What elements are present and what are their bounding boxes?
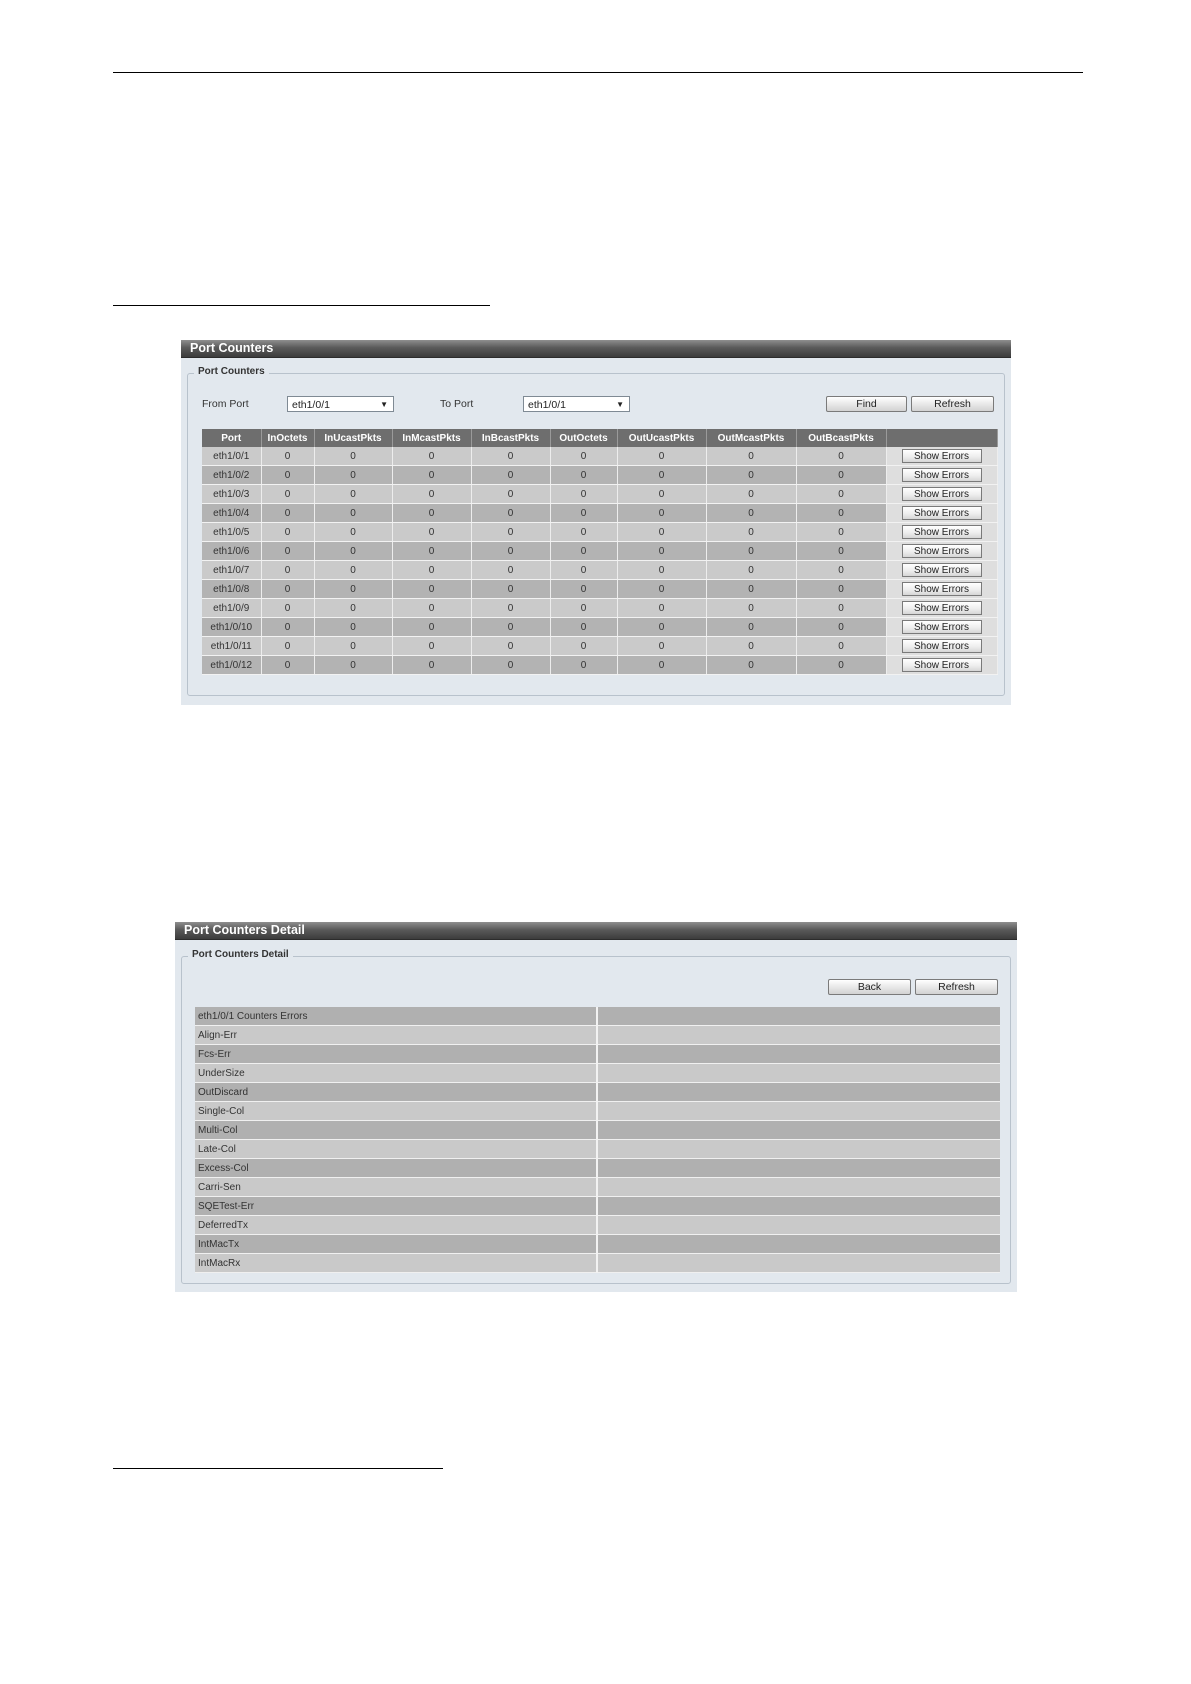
table-row (202, 542, 997, 561)
in-octets-cell: 0 (261, 580, 314, 599)
refresh-button[interactable]: Refresh (911, 396, 994, 412)
out-bcast-cell: 0 (796, 580, 886, 599)
in-octets-cell: 0 (261, 447, 314, 466)
out-bcast-cell: 0 (796, 523, 886, 542)
in-bcast-cell: 0 (471, 580, 550, 599)
detail-label-cell: Multi-Col (195, 1121, 597, 1140)
action-cell (886, 561, 997, 580)
detail-refresh-button[interactable]: Refresh (915, 979, 998, 995)
out-ucast-cell: 0 (617, 656, 706, 675)
in-ucast-cell: 0 (314, 447, 392, 466)
out-mcast-cell: 0 (706, 580, 796, 599)
detail-row (195, 1102, 1000, 1121)
in-mcast-cell: 0 (392, 485, 471, 504)
out-mcast-cell: 0 (706, 504, 796, 523)
detail-label-cell: SQETest-Err (195, 1197, 597, 1216)
detail-row (195, 1216, 1000, 1235)
detail-row (195, 1197, 1000, 1216)
out-mcast-cell: 0 (706, 466, 796, 485)
in-ucast-cell: 0 (314, 637, 392, 656)
out-bcast-cell: 0 (796, 466, 886, 485)
show-errors-button[interactable]: Show Errors (902, 525, 982, 539)
detail-value-cell (597, 1178, 1000, 1197)
out-octets-cell: 0 (550, 504, 617, 523)
port-cell: eth1/0/7 (202, 561, 261, 580)
out-octets-cell: 0 (550, 542, 617, 561)
table-header-row (202, 429, 997, 447)
column-header-action (886, 429, 997, 447)
in-octets-cell: 0 (261, 599, 314, 618)
detail-row (195, 1178, 1000, 1197)
action-cell (886, 523, 997, 542)
table-row (202, 561, 997, 580)
detail-label-cell: OutDiscard (195, 1083, 597, 1102)
out-ucast-cell: 0 (617, 504, 706, 523)
out-mcast-cell: 0 (706, 599, 796, 618)
in-octets-cell: 0 (261, 637, 314, 656)
in-octets-cell: 0 (261, 561, 314, 580)
port-cell: eth1/0/5 (202, 523, 261, 542)
detail-label-cell: Carri-Sen (195, 1178, 597, 1197)
to-port-label: To Port (440, 398, 474, 410)
chevron-down-icon: ▼ (616, 400, 624, 409)
column-header-out-ucast: OutUcastPkts (617, 429, 706, 447)
action-cell (886, 447, 997, 466)
out-ucast-cell: 0 (617, 580, 706, 599)
in-mcast-cell: 0 (392, 466, 471, 485)
section-heading-underline-2 (113, 1468, 443, 1469)
in-bcast-cell: 0 (471, 618, 550, 637)
detail-row (195, 1064, 1000, 1083)
in-bcast-cell: 0 (471, 561, 550, 580)
out-bcast-cell: 0 (796, 599, 886, 618)
in-octets-cell: 0 (261, 466, 314, 485)
action-cell (886, 542, 997, 561)
column-header-in-octets: InOctets (261, 429, 314, 447)
out-bcast-cell: 0 (796, 447, 886, 466)
page-top-rule (113, 72, 1083, 73)
out-ucast-cell: 0 (617, 637, 706, 656)
find-button[interactable]: Find (826, 396, 907, 412)
detail-row (195, 1235, 1000, 1254)
detail-value-cell (597, 1254, 1000, 1273)
out-ucast-cell: 0 (617, 618, 706, 637)
detail-value-cell (597, 1216, 1000, 1235)
in-mcast-cell: 0 (392, 542, 471, 561)
show-errors-button[interactable]: Show Errors (902, 639, 982, 653)
in-ucast-cell: 0 (314, 580, 392, 599)
out-octets-cell: 0 (550, 618, 617, 637)
in-bcast-cell: 0 (471, 542, 550, 561)
action-cell (886, 618, 997, 637)
column-header-out-mcast: OutMcastPkts (706, 429, 796, 447)
in-bcast-cell: 0 (471, 599, 550, 618)
out-mcast-cell: 0 (706, 542, 796, 561)
port-counters-detail-panel (175, 922, 1017, 1292)
detail-row (195, 1159, 1000, 1178)
section-heading-underline (113, 305, 490, 306)
detail-row (195, 1026, 1000, 1045)
out-ucast-cell: 0 (617, 523, 706, 542)
table-row (202, 599, 997, 618)
detail-value-cell (597, 1140, 1000, 1159)
port-cell: eth1/0/10 (202, 618, 261, 637)
detail-row (195, 1254, 1000, 1273)
table-row (202, 485, 997, 504)
out-mcast-cell: 0 (706, 485, 796, 504)
detail-row (195, 1007, 1000, 1026)
in-bcast-cell: 0 (471, 656, 550, 675)
detail-value-cell (597, 1102, 1000, 1121)
detail-label-cell: Excess-Col (195, 1159, 597, 1178)
detail-row (195, 1121, 1000, 1140)
column-header-in-ucast: InUcastPkts (314, 429, 392, 447)
port-counters-detail-table (195, 1007, 1000, 1273)
in-bcast-cell: 0 (471, 523, 550, 542)
column-header-out-bcast: OutBcastPkts (796, 429, 886, 447)
out-mcast-cell: 0 (706, 637, 796, 656)
detail-label-cell: IntMacRx (195, 1254, 597, 1273)
in-bcast-cell: 0 (471, 485, 550, 504)
in-octets-cell: 0 (261, 523, 314, 542)
out-ucast-cell: 0 (617, 561, 706, 580)
out-mcast-cell: 0 (706, 618, 796, 637)
in-octets-cell: 0 (261, 485, 314, 504)
in-ucast-cell: 0 (314, 523, 392, 542)
out-octets-cell: 0 (550, 656, 617, 675)
column-header-in-mcast: InMcastPkts (392, 429, 471, 447)
detail-value-cell (597, 1026, 1000, 1045)
detail-label-cell: Fcs-Err (195, 1045, 597, 1064)
detail-label-cell: IntMacTx (195, 1235, 597, 1254)
show-errors-button[interactable]: Show Errors (902, 544, 982, 558)
in-mcast-cell: 0 (392, 618, 471, 637)
out-octets-cell: 0 (550, 447, 617, 466)
out-mcast-cell: 0 (706, 561, 796, 580)
action-cell (886, 599, 997, 618)
detail-label-cell: Align-Err (195, 1026, 597, 1045)
in-ucast-cell: 0 (314, 466, 392, 485)
detail-label-cell: Late-Col (195, 1140, 597, 1159)
out-ucast-cell: 0 (617, 542, 706, 561)
port-cell: eth1/0/4 (202, 504, 261, 523)
in-mcast-cell: 0 (392, 637, 471, 656)
in-ucast-cell: 0 (314, 542, 392, 561)
in-ucast-cell: 0 (314, 504, 392, 523)
port-counters-panel (181, 340, 1011, 705)
in-octets-cell: 0 (261, 542, 314, 561)
action-cell (886, 485, 997, 504)
to-port-value: eth1/0/1 (528, 399, 566, 411)
in-octets-cell: 0 (261, 656, 314, 675)
in-bcast-cell: 0 (471, 466, 550, 485)
table-row (202, 580, 997, 599)
in-mcast-cell: 0 (392, 580, 471, 599)
out-mcast-cell: 0 (706, 656, 796, 675)
table-row (202, 447, 997, 466)
column-header-in-bcast: InBcastPkts (471, 429, 550, 447)
out-octets-cell: 0 (550, 580, 617, 599)
out-bcast-cell: 0 (796, 485, 886, 504)
port-counters-legend: Port Counters (194, 366, 269, 377)
port-cell: eth1/0/9 (202, 599, 261, 618)
port-counters-detail-title: Port Counters Detail (175, 922, 1017, 940)
in-ucast-cell: 0 (314, 656, 392, 675)
detail-value-cell (597, 1121, 1000, 1140)
in-ucast-cell: 0 (314, 561, 392, 580)
table-row (202, 618, 997, 637)
show-errors-button[interactable]: Show Errors (902, 620, 982, 634)
out-mcast-cell: 0 (706, 447, 796, 466)
in-ucast-cell: 0 (314, 599, 392, 618)
port-cell: eth1/0/1 (202, 447, 261, 466)
show-errors-button[interactable]: Show Errors (902, 468, 982, 482)
port-cell: eth1/0/11 (202, 637, 261, 656)
detail-value-cell (597, 1235, 1000, 1254)
from-port-label: From Port (202, 398, 249, 410)
in-ucast-cell: 0 (314, 618, 392, 637)
detail-label-cell: eth1/0/1 Counters Errors (195, 1007, 597, 1026)
action-cell (886, 504, 997, 523)
detail-value-cell (597, 1197, 1000, 1216)
show-errors-button[interactable]: Show Errors (902, 658, 982, 672)
out-octets-cell: 0 (550, 599, 617, 618)
table-row (202, 466, 997, 485)
port-cell: eth1/0/8 (202, 580, 261, 599)
detail-label-cell: DeferredTx (195, 1216, 597, 1235)
port-cell: eth1/0/2 (202, 466, 261, 485)
in-mcast-cell: 0 (392, 599, 471, 618)
in-ucast-cell: 0 (314, 485, 392, 504)
column-header-out-octets: OutOctets (550, 429, 617, 447)
detail-row (195, 1140, 1000, 1159)
port-counters-table (202, 429, 998, 675)
out-octets-cell: 0 (550, 485, 617, 504)
in-mcast-cell: 0 (392, 447, 471, 466)
out-bcast-cell: 0 (796, 561, 886, 580)
show-errors-button[interactable]: Show Errors (902, 563, 982, 577)
out-octets-cell: 0 (550, 637, 617, 656)
detail-row (195, 1045, 1000, 1064)
show-errors-button[interactable]: Show Errors (902, 582, 982, 596)
out-ucast-cell: 0 (617, 447, 706, 466)
port-counters-detail-legend: Port Counters Detail (188, 949, 293, 960)
in-mcast-cell: 0 (392, 504, 471, 523)
out-octets-cell: 0 (550, 561, 617, 580)
in-bcast-cell: 0 (471, 447, 550, 466)
port-cell: eth1/0/3 (202, 485, 261, 504)
out-ucast-cell: 0 (617, 599, 706, 618)
out-ucast-cell: 0 (617, 485, 706, 504)
out-ucast-cell: 0 (617, 466, 706, 485)
detail-value-cell (597, 1064, 1000, 1083)
out-mcast-cell: 0 (706, 523, 796, 542)
action-cell (886, 637, 997, 656)
detail-value-cell (597, 1083, 1000, 1102)
back-button[interactable]: Back (828, 979, 911, 995)
detail-label-cell: Single-Col (195, 1102, 597, 1121)
detail-row (195, 1083, 1000, 1102)
port-cell: eth1/0/6 (202, 542, 261, 561)
in-octets-cell: 0 (261, 504, 314, 523)
show-errors-button[interactable]: Show Errors (902, 449, 982, 463)
show-errors-button[interactable]: Show Errors (902, 601, 982, 615)
in-mcast-cell: 0 (392, 523, 471, 542)
column-header-port: Port (202, 429, 261, 447)
from-port-select[interactable] (287, 396, 394, 412)
in-octets-cell: 0 (261, 618, 314, 637)
out-bcast-cell: 0 (796, 542, 886, 561)
show-errors-button[interactable]: Show Errors (902, 506, 982, 520)
from-port-value: eth1/0/1 (292, 399, 330, 411)
detail-value-cell (597, 1007, 1000, 1026)
table-row (202, 523, 997, 542)
port-counters-title: Port Counters (181, 340, 1011, 358)
table-row (202, 504, 997, 523)
action-cell (886, 466, 997, 485)
in-bcast-cell: 0 (471, 504, 550, 523)
port-cell: eth1/0/12 (202, 656, 261, 675)
action-cell (886, 656, 997, 675)
table-row (202, 637, 997, 656)
detail-label-cell: UnderSize (195, 1064, 597, 1083)
chevron-down-icon: ▼ (380, 400, 388, 409)
action-cell (886, 580, 997, 599)
out-octets-cell: 0 (550, 523, 617, 542)
out-bcast-cell: 0 (796, 656, 886, 675)
out-bcast-cell: 0 (796, 504, 886, 523)
in-bcast-cell: 0 (471, 637, 550, 656)
detail-value-cell (597, 1159, 1000, 1178)
detail-value-cell (597, 1045, 1000, 1064)
to-port-select[interactable] (523, 396, 630, 412)
show-errors-button[interactable]: Show Errors (902, 487, 982, 501)
in-mcast-cell: 0 (392, 561, 471, 580)
table-row (202, 656, 997, 675)
out-bcast-cell: 0 (796, 637, 886, 656)
out-bcast-cell: 0 (796, 618, 886, 637)
out-octets-cell: 0 (550, 466, 617, 485)
in-mcast-cell: 0 (392, 656, 471, 675)
